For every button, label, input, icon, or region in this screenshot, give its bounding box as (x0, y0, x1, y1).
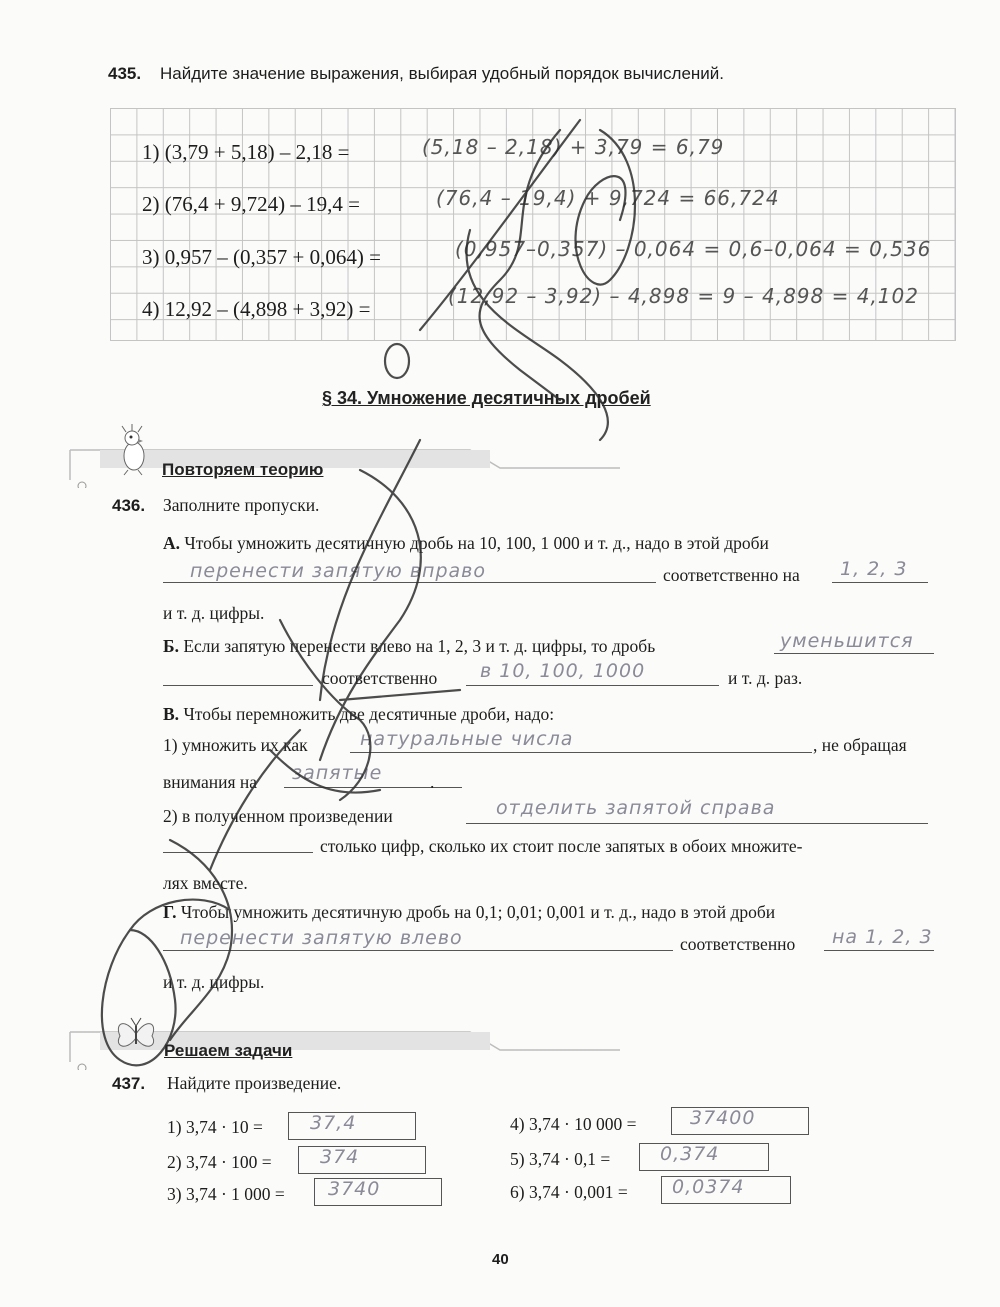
expression-row-4: 4) 12,92 – (4,898 + 3,92) = (142, 297, 371, 321)
rule-c-blank-4[interactable] (163, 852, 313, 853)
rule-c-answer-2: запятые (292, 762, 383, 784)
rule-a-lead: А. (163, 533, 181, 553)
rule-c-step1-line2: внимания на (163, 772, 258, 792)
task-437-number: 437. (112, 1074, 146, 1093)
rule-b-blank-2[interactable] (466, 685, 719, 686)
product-expr-3: 3) 3,74 · 1 000 = (167, 1184, 285, 1204)
rule-c-answer-1: натуральные числа (360, 728, 574, 750)
rule-a-answer-2: 1, 2, 3 (840, 558, 908, 580)
expression-work-2: (76,4 – 19,4) + 9,724 = 66,724 (436, 186, 780, 210)
rule-b-blank-0[interactable] (163, 685, 313, 686)
product-answer-3: 3740 (328, 1178, 381, 1200)
expression-work-3: (0,957–0,357) – 0,064 = 0,6–0,064 = 0,536 (455, 237, 932, 261)
product-expr-5: 5) 3,74 · 0,1 = (510, 1149, 611, 1169)
theory-banner-label: Повторяем теорию (162, 460, 324, 479)
rule-b-end: и т. д. раз. (728, 668, 803, 688)
page-number: 40 (492, 1251, 509, 1268)
product-answer-4: 37400 (690, 1107, 756, 1129)
rule-d-answer-2: на 1, 2, 3 (832, 926, 933, 948)
rule-d-blank-1[interactable] (163, 950, 673, 951)
expression-row-1: 1) (3,79 + 5,18) – 2,18 = (142, 140, 350, 164)
rule-d-text-line (163, 902, 775, 923)
rule-b-mid: соответственно (322, 668, 438, 688)
expression-row-3: 3) 0,957 – (0,357 + 0,064) = (142, 245, 381, 269)
task-436-instruction: Заполните пропуски. (163, 495, 320, 515)
rule-d-blank-2[interactable] (824, 950, 934, 951)
rule-a-answer-1: перенести запятую вправо (190, 560, 486, 582)
expression-row-2: 2) (76,4 + 9,724) – 19,4 = (142, 192, 360, 216)
rule-c-blank-1[interactable] (350, 752, 812, 753)
task-435-instruction: Найдите значение выражения, выбирая удобный порядок вычислений. (160, 64, 725, 83)
rule-a-blank-2[interactable] (832, 582, 928, 583)
task-436-number: 436. (112, 496, 146, 515)
product-answer-1: 37,4 (310, 1112, 357, 1134)
product-expr-2: 2) 3,74 · 100 = (167, 1152, 272, 1172)
rule-c-text: Чтобы перемножить две десятичные дроби, надо: (183, 704, 555, 724)
rule-c-step2-line3: лях вместе. (163, 873, 248, 893)
product-expr-6: 6) 3,74 · 0,001 = (510, 1182, 628, 1202)
rule-b-text-line (163, 636, 655, 657)
rule-d-mid: соответственно (680, 934, 796, 954)
rule-c-step2-start: 2) в полученном произведении (163, 806, 393, 826)
product-expr-4: 4) 3,74 · 10 000 = (510, 1114, 637, 1134)
rule-d-text: Чтобы умножить десятичную дробь на 0,1; 0,01; 0,001 и т. д., надо в этой дроби (180, 902, 776, 922)
rule-c-step1-start: 1) умножить их как (163, 735, 308, 755)
rule-a-text: Чтобы умножить десятичную дробь на 10, 100, 1 000 и т. д., надо в этой дроби (184, 533, 769, 553)
rule-c-answer-3: отделить запятой справа (496, 797, 776, 819)
rule-b-blank-1[interactable] (774, 653, 934, 654)
rule-d-end: и т. д. цифры. (163, 972, 265, 992)
rule-b-lead: Б. (163, 636, 179, 656)
rule-c-dot: . (430, 772, 435, 792)
rule-b-answer-1: уменьшится (780, 630, 914, 652)
tasks-banner-label: Решаем задачи (164, 1041, 293, 1060)
rule-a-mid: соответственно на (663, 565, 800, 585)
section-title: § 34. Умножение десятичных дробей (322, 388, 651, 408)
rule-c-step2-end: столько цифр, сколько их стоит после запятых в обоих множите- (320, 836, 803, 856)
parrot-icon (112, 424, 158, 476)
butterfly-icon (112, 1010, 160, 1058)
rule-c-lead: В. (163, 704, 180, 724)
product-answer-6: 0,0374 (672, 1176, 745, 1198)
rule-c-step1-end: , не обращая (813, 735, 907, 755)
rule-c-text-line (163, 704, 554, 725)
expression-work-1: (5,18 – 2,18) + 3,79 = 6,79 (422, 135, 725, 159)
product-answer-2: 374 (320, 1146, 360, 1168)
product-expr-1: 1) 3,74 · 10 = (167, 1117, 263, 1137)
rule-d-answer-1: перенести запятую влево (180, 927, 463, 949)
rule-a-text-line (163, 533, 769, 554)
product-answer-box-2[interactable] (298, 1146, 426, 1174)
rule-b-text: Если запятую перенести влево на 1, 2, 3 и т. д. цифры, то дробь (183, 636, 656, 656)
rule-d-lead: Г. (163, 902, 177, 922)
rule-c-blank-3[interactable] (466, 823, 928, 824)
rule-b-answer-2: в 10, 100, 1000 (480, 660, 646, 682)
task-435-number: 435. (108, 64, 142, 83)
rule-a-end: и т. д. цифры. (163, 603, 265, 623)
rule-c-blank-2[interactable] (284, 787, 462, 788)
rule-a-blank-1[interactable] (163, 582, 656, 583)
task-437-instruction: Найдите произведение. (167, 1073, 342, 1093)
expression-work-4: (12,92 – 3,92) – 4,898 = 9 – 4,898 = 4,102 (448, 284, 919, 308)
product-answer-5: 0,374 (660, 1143, 720, 1165)
